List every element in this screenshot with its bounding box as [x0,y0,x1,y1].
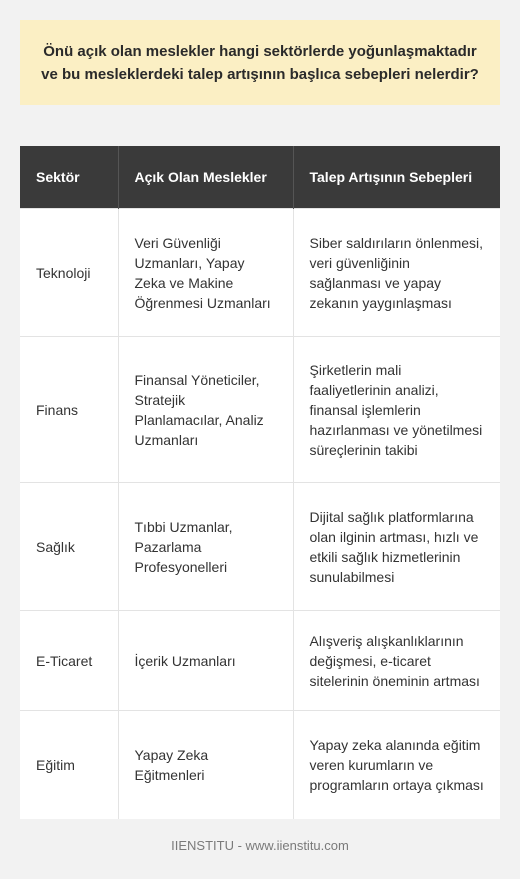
table-cell-professions: Tıbbi Uzmanlar, Pazarlama Profesyonelleri [118,483,293,611]
table-cell-sector: E-Ticaret [20,611,118,711]
table-row [20,337,500,483]
table-cell-reasons: Yapay zeka alanında eğitim veren kurumların ve programların ortaya çıkması [293,711,500,819]
footer-credit: IIENSTITU - www.iienstitu.com [171,838,349,853]
table-row [20,209,500,337]
table-cell-reasons: Alışveriş alışkanlıklarının değişmesi, e-ticaret sitelerinin öneminin artması [293,611,500,711]
page-title: Önü açık olan meslekler hangi sektörlerde yoğunlaşmaktadır ve bu mesleklerdeki talep artışının başlıca sebepleri nelerdir? [41,42,479,83]
table-row [20,711,500,819]
table-row [20,483,500,611]
sector-table [20,146,500,819]
table-cell-sector: Teknoloji [20,209,118,337]
table-cell-sector: Sağlık [20,483,118,611]
table-row [20,611,500,711]
table-header-row [20,146,500,209]
column-header-demand-reasons: Talep Artışının Sebepleri [293,146,500,209]
table-cell-reasons: Siber saldırıların önlenmesi, veri güvenliğinin sağlanması ve yapay zekanın yaygınlaşması [293,209,500,337]
table-cell-professions: Veri Güvenliği Uzmanları, Yapay Zeka ve Makine Öğrenmesi Uzmanları [118,209,293,337]
table-cell-professions: Yapay Zeka Eğitmenleri [118,711,293,819]
table-cell-sector: Eğitim [20,711,118,819]
table-cell-professions: İçerik Uzmanları [118,611,293,711]
table-cell-sector: Finans [20,337,118,483]
table-cell-reasons: Şirketlerin mali faaliyetlerinin analizi, finansal işlemlerin hazırlanması ve yönetilmesi süreçlerinin takibi [293,337,500,483]
title-banner [20,20,500,105]
table-cell-professions: Finansal Yöneticiler, Stratejik Planlamacılar, Analiz Uzmanları [118,337,293,483]
column-header-open-professions: Açık Olan Meslekler [118,146,293,209]
table-cell-reasons: Dijital sağlık platformlarına olan ilginin artması, hızlı ve etkili sağlık hizmetlerinin sunulabilmesi [293,483,500,611]
column-header-sector: Sektör [20,146,118,209]
